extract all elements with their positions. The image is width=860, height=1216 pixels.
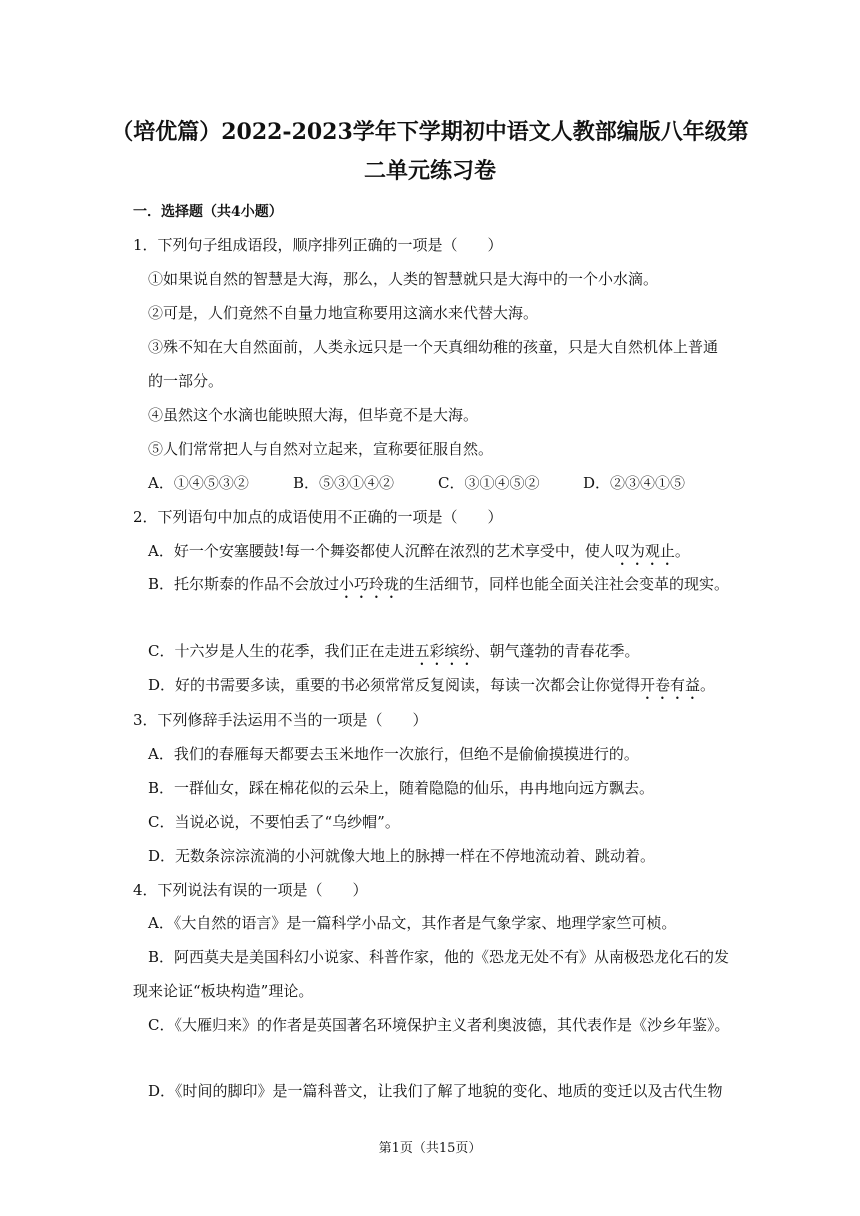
question-2-option-a[interactable] [148, 541, 690, 569]
question-1-sentence-1: ①如果说自然的智慧是大海，那么，人类的智慧就只是大海中的一个小水滴。 [148, 270, 659, 288]
option-text: 。 [674, 542, 690, 560]
option-text: D．好的书需要多读，重要的书必须常常反复阅读，每读一次都会让你觉得 [148, 676, 641, 694]
question-1-sentence-2: ②可是，人们竟然不自量力地宣称要用这滴水来代替大海。 [148, 304, 539, 322]
option-text: 。 [700, 676, 716, 694]
document-title-line2: 二单元练习卷 [363, 158, 496, 184]
question-4-option-b-cont: 现来论证“板块构造”理论。 [133, 982, 314, 1000]
question-4-option-b[interactable]: B．阿西莫夫是美国科幻小说家、科普作家，他的《恐龙无处不有》从南极恐龙化石的发 [148, 948, 730, 966]
question-4-option-d[interactable]: D．《时间的脚印》是一篇科普文，让我们了解了地貌的变化、地质的变迁以及古代生物 [148, 1082, 723, 1100]
question-1-sentence-3: ③殊不知在大自然面前，人类永远只是一个天真细幼稚的孩童，只是大自然机体上普通 [148, 338, 719, 356]
question-3-option-b[interactable]: B．一群仙女，踩在棉花似的云朵上，随着隐隐的仙乐，冉冉地向远方飘去。 [148, 779, 655, 797]
question-4-stem: 4．下列说法有误的一项是（ ） [133, 881, 368, 899]
question-1-option-c[interactable]: C．③①④⑤② [438, 474, 540, 492]
question-2-option-d[interactable] [148, 675, 715, 703]
question-4-option-c[interactable]: C．《大雁归来》的作者是英国著名环境保护主义者利奥波德，其代表作是《沙乡年鉴》。 [148, 1016, 730, 1034]
question-1-option-b[interactable]: B．⑤③①④② [293, 474, 395, 492]
dotted-idiom: 叹为观止 [614, 542, 675, 560]
dotted-idiom: 五彩缤纷 [414, 642, 475, 660]
option-text: 、朝气蓬勃的青春花季。 [474, 642, 640, 660]
dotted-idiom: 小巧玲珑 [339, 575, 400, 593]
question-1-sentence-4: ④虽然这个水滴也能映照大海，但毕竟不是大海。 [148, 406, 479, 424]
option-text: B．托尔斯泰的作品不会放过 [148, 575, 340, 593]
dotted-idiom: 开卷有益 [640, 676, 701, 694]
question-3-option-a[interactable]: A．我们的春雁每天都要去玉米地作一次旅行，但绝不是偷偷摸摸进行的。 [148, 745, 639, 763]
question-1-sentence-3-cont: 的一部分。 [148, 372, 224, 390]
question-1-stem: 1．下列句子组成语段，顺序排列正确的一项是（ ） [133, 236, 503, 254]
option-text: A．好一个安塞腰鼓!每一个舞姿都使人沉醉在浓烈的艺术享受中，使人 [148, 542, 615, 560]
question-2-option-b[interactable] [148, 574, 729, 602]
page-footer: 第1页（共15页） [378, 1141, 482, 1156]
question-1-options [148, 473, 685, 493]
document-title-line1: （培优篇）2022-2023学年下学期初中语文人教部编版八年级第 [111, 119, 749, 145]
question-1-option-d[interactable]: D．②③④①⑤ [583, 474, 686, 492]
option-text: C．十六岁是人生的花季，我们正在走进 [148, 642, 415, 660]
question-4-option-a[interactable]: A．《大自然的语言》是一篇科学小品文，其作者是气象学家、地理学家竺可桢。 [148, 914, 677, 932]
option-text: 的生活细节，同样也能全面关注社会变革的现实。 [399, 575, 730, 593]
question-3-stem: 3．下列修辞手法运用不当的一项是（ ） [133, 711, 428, 729]
question-3-option-c[interactable]: C．当说必说，不要怕丢了“乌纱帽”。 [148, 813, 400, 831]
question-1-sentence-5: ⑤人们常常把人与自然对立起来，宣称要征服自然。 [148, 440, 494, 458]
section-heading: 一．选择题（共4小题） [133, 204, 283, 220]
question-2-stem: 2．下列语句中加点的成语使用不正确的一项是（ ） [133, 508, 503, 526]
question-3-option-d[interactable]: D．无数条淙淙流淌的小河就像大地上的脉搏一样在不停地流动着、跳动着。 [148, 847, 656, 865]
question-2-option-c[interactable] [148, 641, 640, 669]
question-1-option-a[interactable]: A．①④⑤③② [148, 474, 249, 492]
